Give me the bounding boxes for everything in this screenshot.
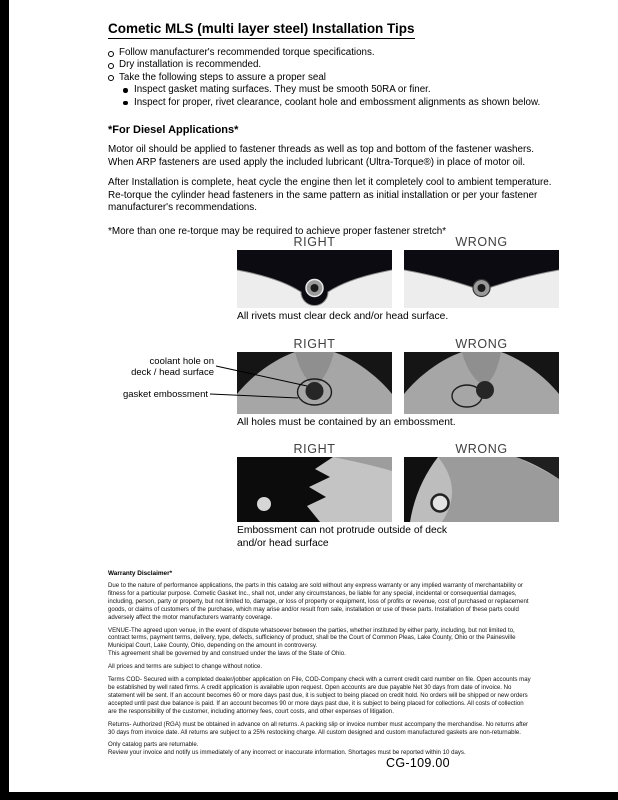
figure-panels <box>237 352 559 414</box>
figure-caption-embossment: Embossment can not protrude outside of deck and/or head surface <box>237 525 448 549</box>
hole-right-figure <box>237 352 392 414</box>
figure-embossment-protrusion <box>108 441 578 550</box>
page-edge-left <box>0 0 9 800</box>
figure-panels <box>237 250 559 308</box>
warranty-paragraph-liability: Due to the nature of performance applications, the parts in this catalog are sold without any express warranty or any implied warranty of merchantability or fitness for a particular purpose. Cometic Gasket Inc., shall not, under any circumstances, be liable for any special, incidental or consequential damages, including, person, party or property, but not limited to, damage, or loss of property or equipment, loss of profits or revenue, cost of purchased or replacement goods, or claims of customers of the purchase, which may arise and/or result from sale, installation or use of these parts. Installation of these parts could adversely affect the motor manufacturers warranty coverage. <box>108 582 529 621</box>
warranty-section <box>108 570 532 762</box>
figure-caption-holes: All holes must be contained by an embossment. <box>237 416 456 428</box>
right-label: RIGHT <box>293 336 336 351</box>
figure-labels <box>237 336 559 352</box>
page-edge-bottom <box>0 792 618 800</box>
figure-panels <box>237 457 559 522</box>
figures-section <box>108 234 578 550</box>
wrong-label: WRONG <box>455 235 508 249</box>
diesel-applications-heading: *For Diesel Applications* <box>108 124 239 137</box>
page-title: Cometic MLS (multi layer steel) Installation Tips <box>108 21 415 39</box>
figure-rivet-clearance <box>108 234 578 324</box>
tips-list <box>108 47 554 109</box>
embossment-right-figure <box>237 457 392 522</box>
warranty-paragraph-catalog: Only catalog parts are returnable. Review your invoice and notify us immediately of any incorrect or inaccurate information. Shortages must be reported within 10 days. <box>108 741 466 757</box>
tip-item: Follow manufacturer's recommended torque specifications. <box>108 47 554 59</box>
retorque-note: *More than one re-torque may be required to achieve proper fastener stretch* <box>108 226 447 237</box>
tip-subitem: Inspect for proper, rivet clearance, coolant hole and embossment alignments as shown below. <box>123 97 554 109</box>
embossment-wrong-figure <box>404 457 559 522</box>
tip-item: Dry installation is recommended. <box>108 59 554 71</box>
right-label: RIGHT <box>293 442 336 456</box>
figure-hole-embossment <box>108 336 578 430</box>
wrong-label: WRONG <box>455 336 508 351</box>
diesel-paragraph-motor-oil: Motor oil should be applied to fastener threads as well as top and bottom of the fastener washers. When ARP fasteners are used apply the included lubricant (Ultra-Torque®) in place of motor oil. <box>108 144 534 168</box>
annotation-gasket-embossment: gasket embossment <box>122 388 208 400</box>
warranty-paragraph-terms: Terms COD- Secured with a completed dealer/jobber application on File, COD-Company check with a current credit card number on file. Open accounts may be established by well rated firms. A credit application is available upon request. Open accounts are due payable Net 30 days from date of invoice. No statement will be sent. If an account becomes 60 or more days past due, it is subject to being placed on credit hold. No orders will be shipped or new orders accepted until past due balance is paid. If an account becomes 90 or more days past due, it is subject to being placed for collections. All costs of collection are the responsibility of the customer, including attorney fees, court costs, and other expenses of litigation. <box>108 676 531 715</box>
hole-wrong-figure <box>404 352 559 414</box>
right-label: RIGHT <box>293 235 336 249</box>
warranty-paragraph-prices: All prices and terms are subject to change without notice. <box>108 663 263 671</box>
warranty-heading: Warranty Disclaimer* <box>108 570 173 577</box>
figure-caption-rivets: All rivets must clear deck and/or head surface. <box>237 311 449 322</box>
rivet-wrong-figure <box>404 250 559 308</box>
wrong-label: WRONG <box>455 442 508 456</box>
figure-labels <box>237 234 559 250</box>
installation-tips-section <box>108 20 554 239</box>
warranty-paragraph-venue: VENUE-The agreed upon venue, in the event of dispute whatsoever between the parties, whether instituted by either party, including, but not limited to, contract terms, payment terms, delivery, type, defects, sufficiency of product, shall be the Court of Common Pleas, Lake County, Ohio or the Painesville Municipal Court, Lake County, Ohio, depending on the amount in controversy. This agreement shall be governed by and construed under the laws of the State of Ohio. <box>108 626 516 658</box>
warranty-paragraph-returns: Returns- Authorized (RGA) must be obtained in advance on all returns. A packing slip or invoice number must accompany the merchandise. No returns after 30 days from invoice date. All returns are subject to a 25% restocking charge. All custom designed and custom manufactured gaskets are non-returnable. <box>108 720 529 736</box>
tip-subitem: Inspect gasket mating surfaces. They must be smooth 50RA or finer. <box>123 84 554 96</box>
rivet-right-figure <box>237 250 392 308</box>
tip-item: Take the following steps to assure a proper seal <box>108 72 554 84</box>
diesel-paragraph-heat-cycle: After Installation is complete, heat cycle the engine then let it completely cool to ambient temperature. Re-torque the cylinder head fasteners in the same pattern as initial installation or per your fastener manufacturer's recommendations. <box>108 177 552 214</box>
figure-labels <box>237 441 559 457</box>
page-code: CG-109.00 <box>386 756 450 770</box>
annotation-coolant-hole: coolant hole on deck / head surface <box>131 355 214 378</box>
